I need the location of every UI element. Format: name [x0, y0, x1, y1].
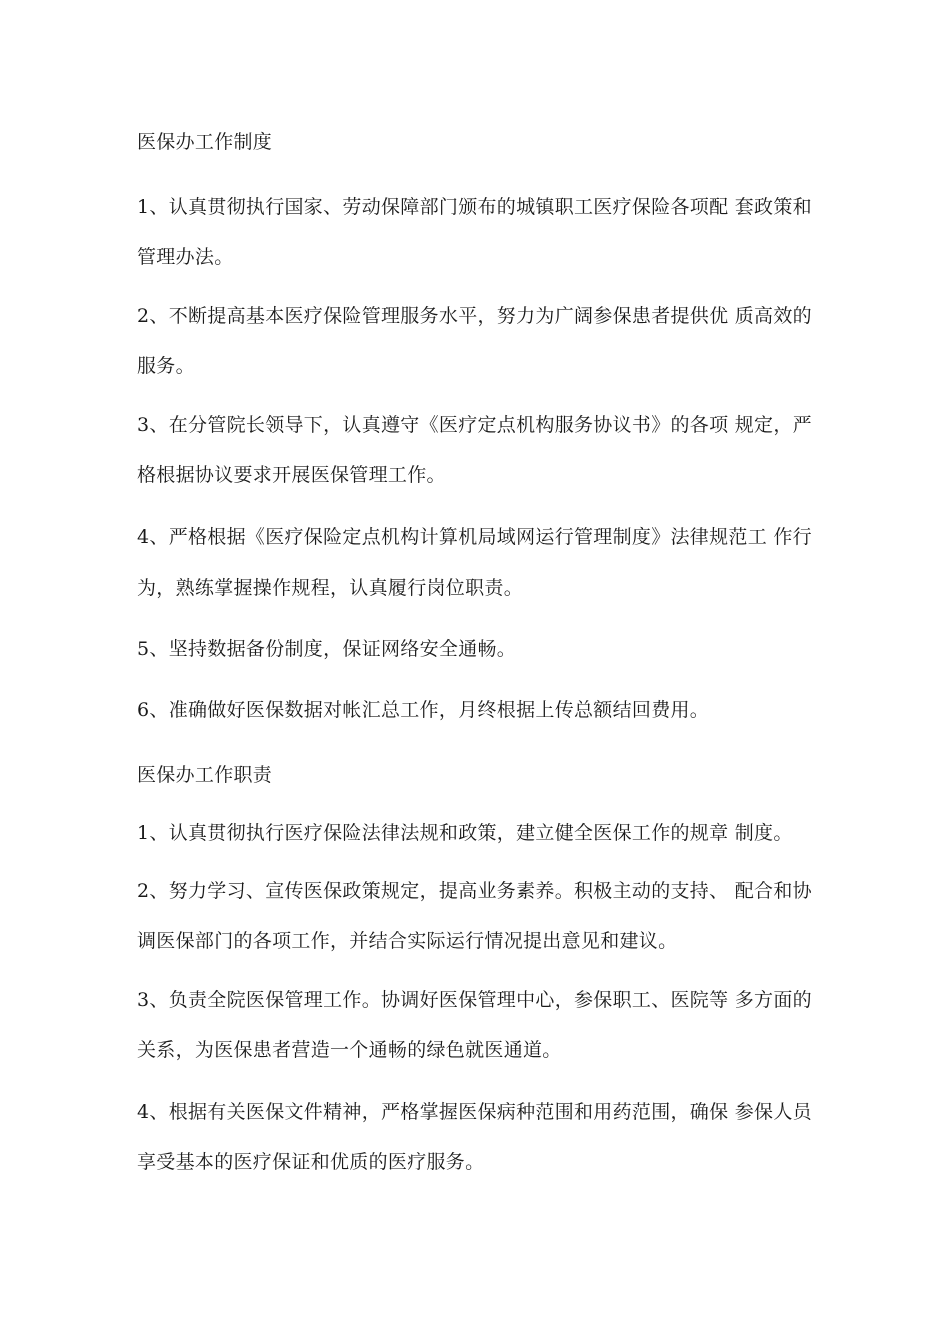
system-item-6: 6、准确做好医保数据对帐汇总工作，月终根据上传总额结回费用。 [137, 699, 710, 721]
duty-item-2-line-1: 2、努力学习、宣传医保政策规定，提高业务素养。积极主动的支持、 配合和协 [137, 880, 812, 902]
duty-item-2-line-2: 调医保部门的各项工作，并结合实际运行情况提出意见和建议。 [137, 930, 678, 952]
system-item-3-line-1: 3、在分管院长领导下，认真遵守《医疗定点机构服务协议书》的各项 规定，严 [137, 414, 812, 436]
section-title-system: 医保办工作制度 [137, 131, 273, 153]
system-item-1-line-2: 管理办法。 [137, 246, 234, 268]
system-item-4-line-2: 为，熟练掌握操作规程，认真履行岗位职责。 [137, 577, 524, 599]
system-item-3-line-2: 格根据协议要求开展医保管理工作。 [137, 464, 446, 486]
duty-item-1: 1、认真贯彻执行医疗保险法律法规和政策，建立健全医保工作的规章 制度。 [137, 822, 793, 844]
system-item-1-line-1: 1、认真贯彻执行国家、劳动保障部门颁布的城镇职工医疗保险各项配 套政策和 [137, 196, 812, 218]
duty-item-4-line-2: 享受基本的医疗保证和优质的医疗服务。 [137, 1151, 485, 1173]
system-item-5: 5、坚持数据备份制度，保证网络安全通畅。 [137, 638, 517, 660]
system-item-2-line-2: 服务。 [137, 355, 195, 377]
system-item-4-line-1: 4、严格根据《医疗保险定点机构计算机局域网运行管理制度》法律规范工 作行 [137, 526, 812, 548]
duty-item-4-line-1: 4、根据有关医保文件精神，严格掌握医保病种范围和用药范围，确保 参保人员 [137, 1101, 812, 1123]
system-item-2-line-1: 2、不断提高基本医疗保险管理服务水平，努力为广阔参保患者提供优 质高效的 [137, 305, 812, 327]
duty-item-3-line-2: 关系，为医保患者营造一个通畅的绿色就医通道。 [137, 1039, 562, 1061]
section-title-duties: 医保办工作职责 [137, 764, 273, 786]
duty-item-3-line-1: 3、负责全院医保管理工作。协调好医保管理中心，参保职工、医院等 多方面的 [137, 989, 812, 1011]
